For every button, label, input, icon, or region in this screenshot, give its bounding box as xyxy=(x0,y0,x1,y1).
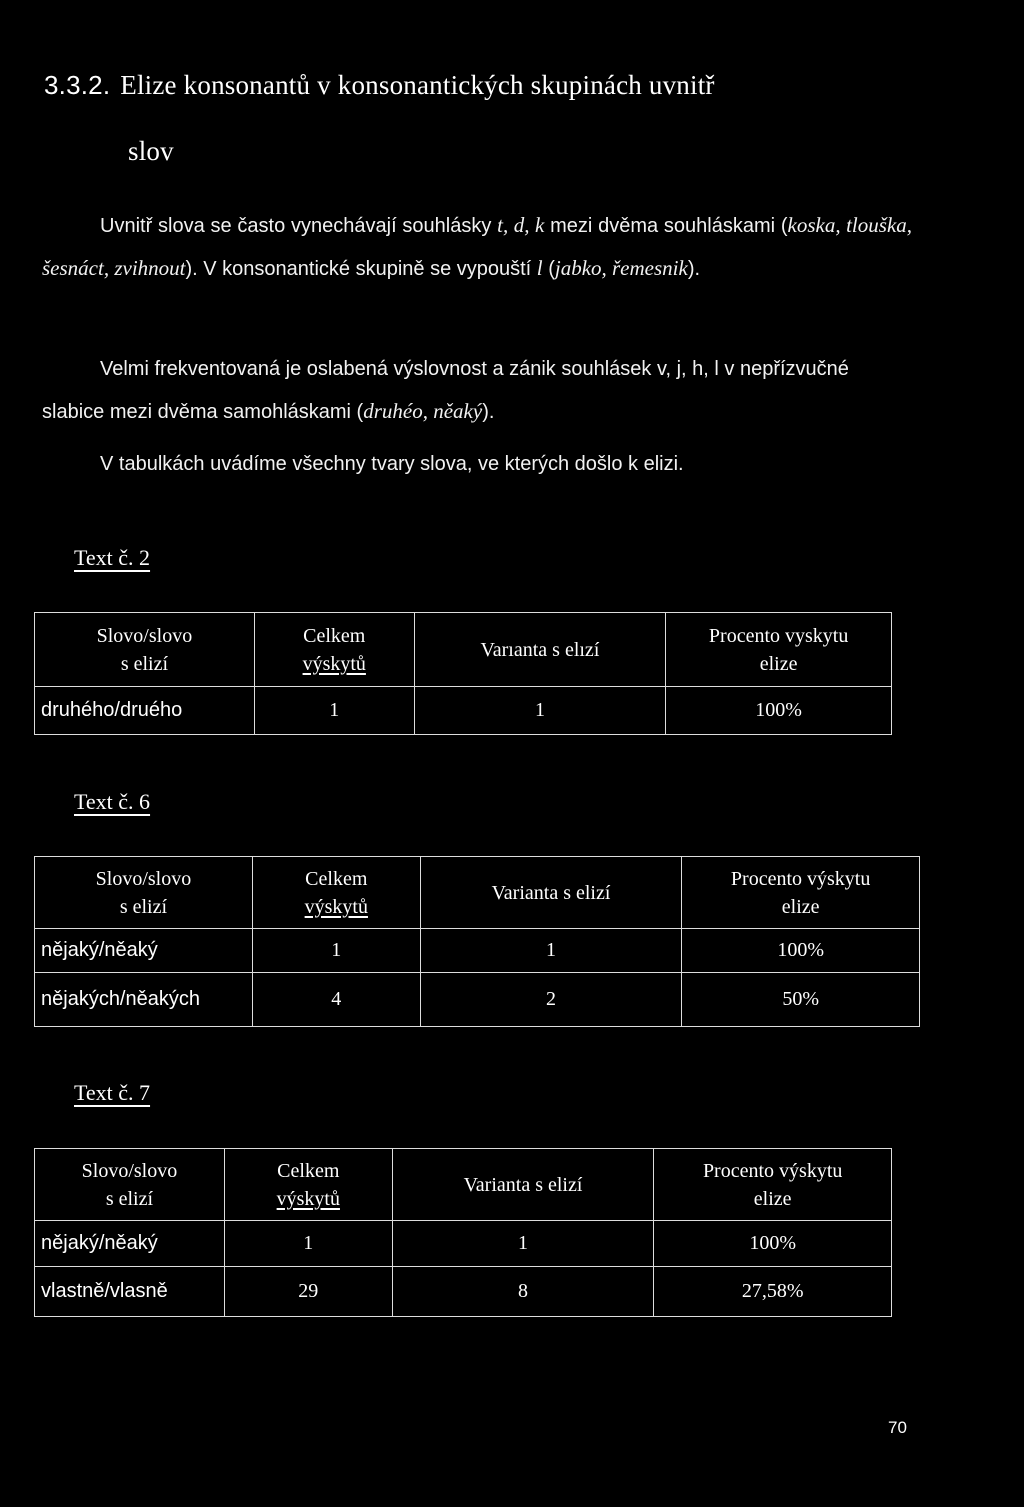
cell-percent: 27,58% xyxy=(654,1267,892,1317)
header-percent: Procento výskytu elize xyxy=(654,1149,892,1221)
cell-word: nějakých/něakých xyxy=(35,973,253,1027)
table-header-row xyxy=(35,613,892,687)
table-text-7 xyxy=(34,1148,892,1317)
p1-text-mid3: ( xyxy=(542,258,555,280)
cell-total: 4 xyxy=(252,973,420,1027)
table-header-row xyxy=(35,1149,892,1221)
cell-word: nějaký/něaký xyxy=(35,929,253,973)
page-number: 70 xyxy=(888,1418,907,1437)
header-variant: Varianta s elizí xyxy=(392,1149,654,1221)
p1-text-end: ). xyxy=(687,258,701,280)
cell-total: 1 xyxy=(254,687,414,735)
header-total: Celkem výskytů xyxy=(254,613,414,687)
cell-percent: 100% xyxy=(654,1221,892,1267)
header-percent: Procento vyskytu elize xyxy=(666,613,892,687)
cell-percent: 100% xyxy=(666,687,892,735)
p1-text-start: Uvnitř slova se často vynechávají souhlásky xyxy=(100,215,498,237)
paragraph-3: V tabulkách uvádíme všechny tvary slova, ve kterých došlo k elizi. xyxy=(100,453,684,475)
header-variant: Varianta s elizí xyxy=(420,857,682,929)
cell-percent: 50% xyxy=(682,973,920,1027)
table-row xyxy=(35,687,892,735)
paragraph-1 xyxy=(42,204,912,290)
cell-variant: 1 xyxy=(392,1221,654,1267)
table-2-title: Text č. 6 xyxy=(74,789,151,814)
paragraph-2 xyxy=(42,348,912,433)
header-word: Slovo/slovo s elizí xyxy=(35,1149,225,1221)
cell-total: 1 xyxy=(252,929,420,973)
table-header-row xyxy=(35,857,920,929)
table-row xyxy=(35,973,920,1027)
p2-text-end: ). xyxy=(482,401,495,423)
section-number: 3.3.2. xyxy=(44,70,111,100)
section-heading xyxy=(44,52,944,184)
header-variant: Varıanta s elızí xyxy=(414,613,666,687)
p1-text-mid2: ). V konsonantické skupině se vypouští xyxy=(185,258,537,280)
header-total: Celkem výskytů xyxy=(224,1149,392,1221)
p1-text-mid1: mezi dvěma souhláskami ( xyxy=(544,215,788,237)
header-word: Slovo/slovo s elizí xyxy=(35,613,255,687)
cell-variant: 1 xyxy=(414,687,666,735)
cell-total: 29 xyxy=(224,1267,392,1317)
cell-word: druhého/druého xyxy=(35,687,255,735)
p2-example-words: druhéo, něaký xyxy=(363,399,483,423)
cell-word: vlastně/vlasně xyxy=(35,1267,225,1317)
cell-total: 1 xyxy=(224,1221,392,1267)
table-text-2 xyxy=(34,612,892,735)
cell-variant: 2 xyxy=(420,973,682,1027)
header-total: Celkem výskytů xyxy=(252,857,420,929)
table-text-6 xyxy=(34,856,920,1027)
table-3-title: Text č. 7 xyxy=(74,1080,151,1105)
p1-example-l: l xyxy=(536,256,543,280)
header-percent: Procento výskytu elize xyxy=(682,857,920,929)
cell-word: nějaký/něaký xyxy=(35,1221,225,1267)
p1-example-consonants: t, d, k xyxy=(497,213,545,237)
cell-variant: 8 xyxy=(392,1267,654,1317)
table-row xyxy=(35,929,920,973)
section-title-line2: slov xyxy=(128,136,174,166)
table-row xyxy=(35,1267,892,1317)
p1-example-words: koska, tlouška, šesnáct, zvihnout xyxy=(42,213,913,280)
table-1-title: Text č. 2 xyxy=(74,545,151,570)
cell-variant: 1 xyxy=(420,929,682,973)
table-row xyxy=(35,1221,892,1267)
p2-text-start: Velmi frekventovaná je oslabená výslovnost a zánik souhlásek v, j, h, l v nepřízvučné slabice mezi dvěma samohláskami ( xyxy=(42,358,849,423)
p1-example-words-2: jabko, řemesnik xyxy=(554,256,688,280)
cell-percent: 100% xyxy=(682,929,920,973)
section-title-line1: Elize konsonantů v konsonantických skupinách uvnitř xyxy=(120,70,715,100)
header-word: Slovo/slovo s elizí xyxy=(35,857,253,929)
